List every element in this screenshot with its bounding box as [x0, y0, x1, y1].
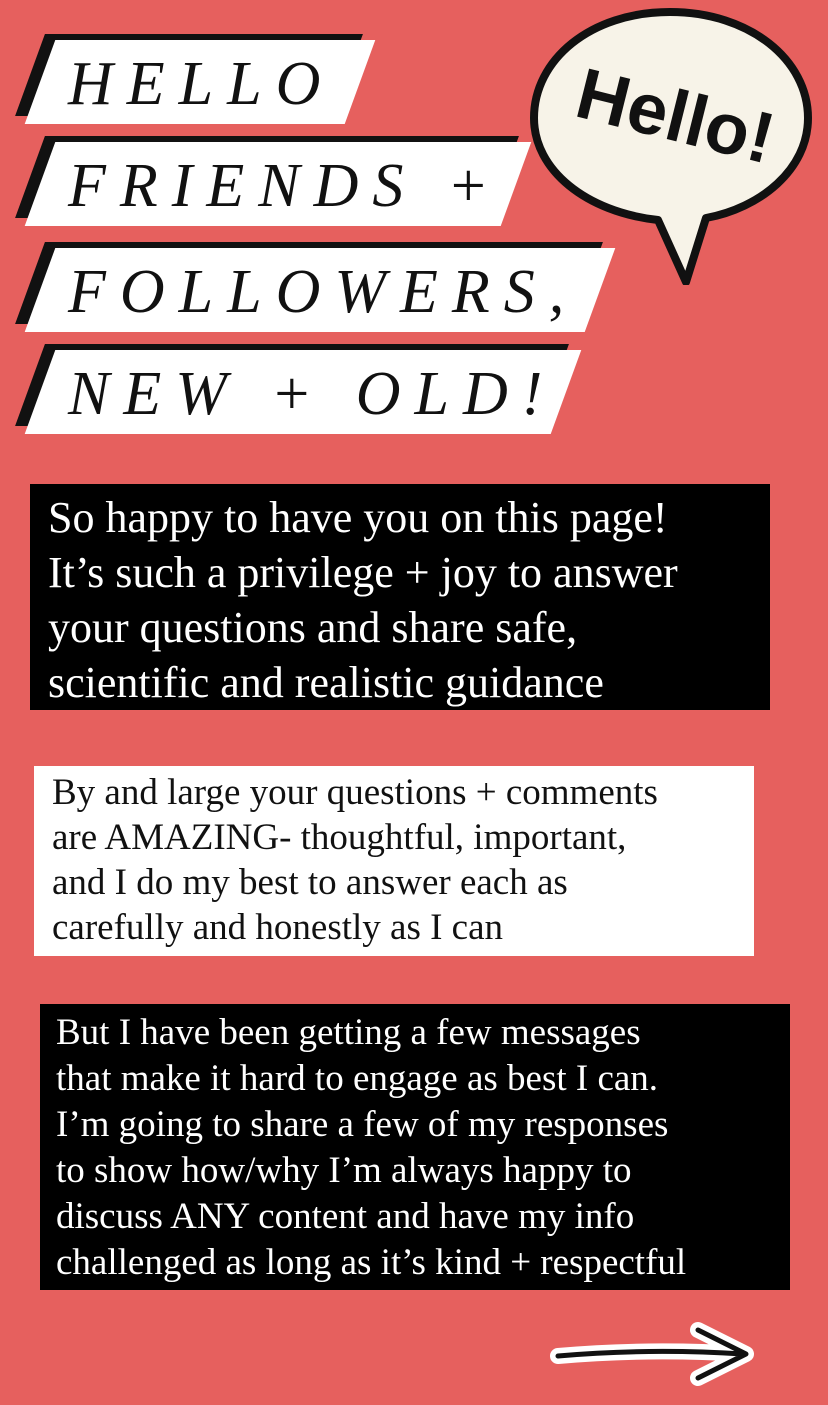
- message-line: and I do my best to answer each as: [52, 862, 568, 903]
- appreciation-message-box: [34, 766, 754, 956]
- headline-text: FRIENDS +: [68, 152, 503, 220]
- message-line: It’s such a privilege + joy to answer: [48, 548, 678, 597]
- headline-line-4: [40, 350, 566, 434]
- message-line: I’m going to share a few of my responses: [56, 1104, 669, 1145]
- headline-text: HELLO: [68, 50, 335, 118]
- message-line: discuss ANY content and have my info: [56, 1196, 635, 1237]
- intro-message-box: [30, 484, 770, 710]
- message-line: So happy to have you on this page!: [48, 493, 668, 542]
- headline-line-3: [40, 248, 600, 332]
- message-line: By and large your questions + comments: [52, 772, 658, 813]
- bubble-text: Hello!: [568, 53, 783, 180]
- message-line: carefully and honestly as I can: [52, 907, 504, 948]
- message-line: challenged as long as it’s kind + respectful: [56, 1242, 687, 1283]
- message-line: are AMAZING- thoughtful, important,: [52, 817, 627, 858]
- message-line: to show how/why I’m always happy to: [56, 1150, 632, 1191]
- headline-text: FOLLOWERS,: [68, 258, 579, 326]
- headline-line-2: [40, 142, 516, 226]
- message-line: scientific and realistic guidance: [48, 658, 604, 707]
- concern-message-box: [40, 1004, 790, 1290]
- arrow-right-icon[interactable]: [548, 1318, 758, 1388]
- message-line: that make it hard to engage as best I can.: [56, 1058, 659, 1099]
- speech-bubble-icon: [520, 0, 820, 285]
- headline-line-1: [40, 40, 360, 124]
- message-line: your questions and share safe,: [48, 603, 578, 652]
- headline-text: NEW + OLD!: [68, 360, 557, 428]
- message-line: But I have been getting a few messages: [56, 1012, 641, 1053]
